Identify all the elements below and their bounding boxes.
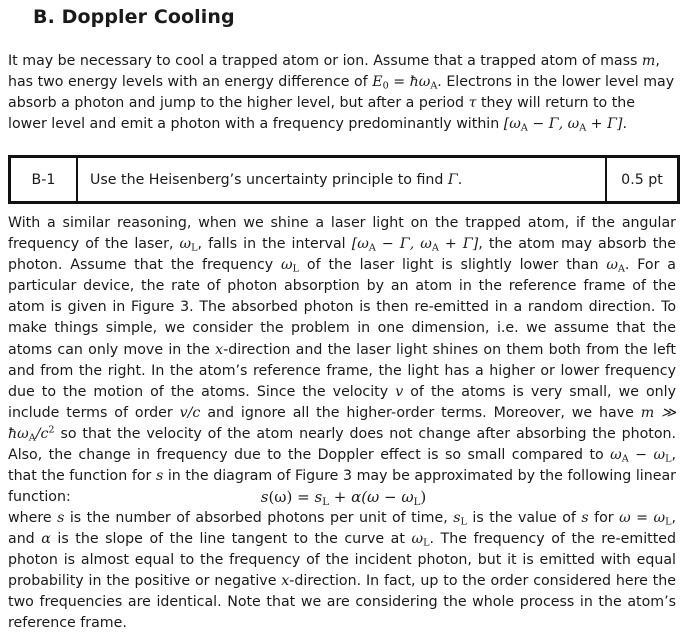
task-number: B-1	[11, 158, 78, 201]
task-points: 0.5 pt	[605, 158, 677, 201]
var-gamma: Γ	[447, 171, 458, 188]
emission-interval: [$\omega_A - \Gamma$, $\omega_A + \Gamma$]	[503, 116, 623, 134]
section-heading: B. Doppler Cooling	[33, 6, 235, 28]
linear-approximation-equation: $s(\omega) = s_L + \alpha(\omega - \omega_L)$	[260, 488, 427, 508]
task-prompt: Use the Heisenberg’s uncertainty principle to find Γ .	[90, 171, 463, 188]
task-box-b1	[8, 155, 680, 204]
closing-paragraph: where s is the number of absorbed photons per unit of time, $s_L$ is the value of s for $\omega = \omega_L$, and α is the slope of the line tangent to the curve at $\omega_L$. The frequency of the re-emitted photon is almost equal to the frequency of the incident photon, but it is emitted with equal probability in the positive or negative x-direction. In fact, up to the order considered here the two frequencies are identical. Note that we are considering the whole process in the atom’s reference frame.	[8, 510, 677, 632]
var-tau: τ	[468, 95, 477, 112]
intro-paragraph: It may be necessary to cool a trapped atom or ion. Assume that a trapped atom of mass m, has two energy levels with an energy difference of $E_0$ = $ħ\omega_A$. Electrons in the lower level may absorb a photon and jump to the higher level, but after a period τ they will return to the lower level and emit a photon with a frequency predominantly within [$\omega_A - \Gamma$, $\omega_A + \Gamma$].	[8, 53, 675, 134]
var-mass: m	[641, 53, 656, 69]
body-paragraph: With a similar reasoning, when we shine a laser light on the trapped atom, if the angular frequency of the laser, $\omega_L$, falls in the interval [$\omega_A - \Gamma$, $\omega_A + \Gamma$], the atom may absorb the photon. Assume that the frequency $\omega_L$ of the laser light is slightly lower than $\omega_A$. For a particular device, the rate of photon absorption by an atom in the reference frame of the atom is given in Figure 3. The absorbed photon is then re-emitted in a random direction. To make things simple, we consider the problem in one dimension, i.e. we assume that the atoms can only move in the x-direction and the laser light shines on them both from the left and from the right. In the atom’s reference frame, the light has a higher or lower frequency due to the motion of the atoms. Since the velocity v of the atoms is very small, we only include terms of order v/c and ignore all the higher-order terms. Moreover, we have m ≫ $ħ\omega_A/c^2$ so that the velocity of the atom nearly does not change after absorbing the photon. Also, the change in frequency due to the Doppler effect is so small compared to $\omega_A - \omega_L$, that the function for s in the diagram of Figure 3 may be approximated by the following linear function:	[8, 215, 677, 506]
